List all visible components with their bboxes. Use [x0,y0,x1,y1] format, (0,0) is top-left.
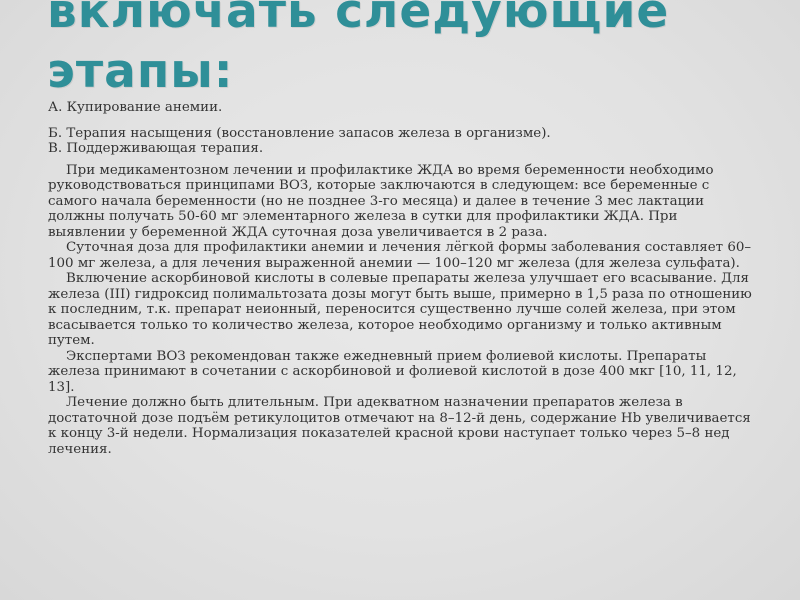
paragraph-treatment-duration: Лечение должно быть длительным. При адекватном назначении препаратов железа в достаточной дозе подъём ретикулоцитов отмечают на 8–12-й день, содержание Hb увеличивается к концу 3-й недели. Нормализация показателей красной крови наступает только через 5–8 нед лечения. [48,395,751,457]
paragraph-who-principles: При медикаментозном лечении и профилактике ЖДА во время беременности необходимо руководствоваться принципами ВОЗ, которые заключаются в следующем: все беременные с самого начала беременности (но не позднее 3-го месяца) и далее в течение 3 мес лактации должны получать 50-60 мг элементарного железа в сутки для профилактики ЖДА. При выявлении у беременной ЖДА суточная доза увеличивается в 2 раза. [48,162,714,240]
slide-body [48,100,758,457]
paragraph-daily-dose: Суточная доза для профилактики анемии и лечения лёгкой формы заболевания составляет 60–100 мг железа, а для лечения выраженной анемии — 100–120 мг железа (для железа сульфата). [48,240,752,271]
paragraph-folic-acid: Экспертами ВОЗ рекомендован также ежедневный прием фолиевой кислоты. Препараты железа принимают в сочетании с аскорбиновой и фолиевой кислотой в дозе 400 мкг [10, 11, 12, 13]. [48,348,737,395]
paragraph-ascorbic-acid: Включение аскорбиновой кислоты в солевые препараты железа улучшает его всасывание. Для железа (III) гидроксид полимальтозата дозы могут быть выше, примерно в 1,5 раза по отношению к последним, т.к. препарат неионный, переносится существенно лучше солей железа, при этом всасывается только то количество железа, которое необходимо организму и только активным путем. [48,271,752,348]
stage-item-b: Б. Терапия насыщения (восстановление запасов железа в организме). [48,125,551,141]
slide-title-line-2: этапы: [47,44,234,99]
stage-item-c: В. Поддерживающая терапия. [48,141,264,156]
stage-item-a: А. Купирование анемии. [48,100,223,115]
slide-title-line-1: включать следующие [47,0,670,39]
slide-title [0,0,800,100]
